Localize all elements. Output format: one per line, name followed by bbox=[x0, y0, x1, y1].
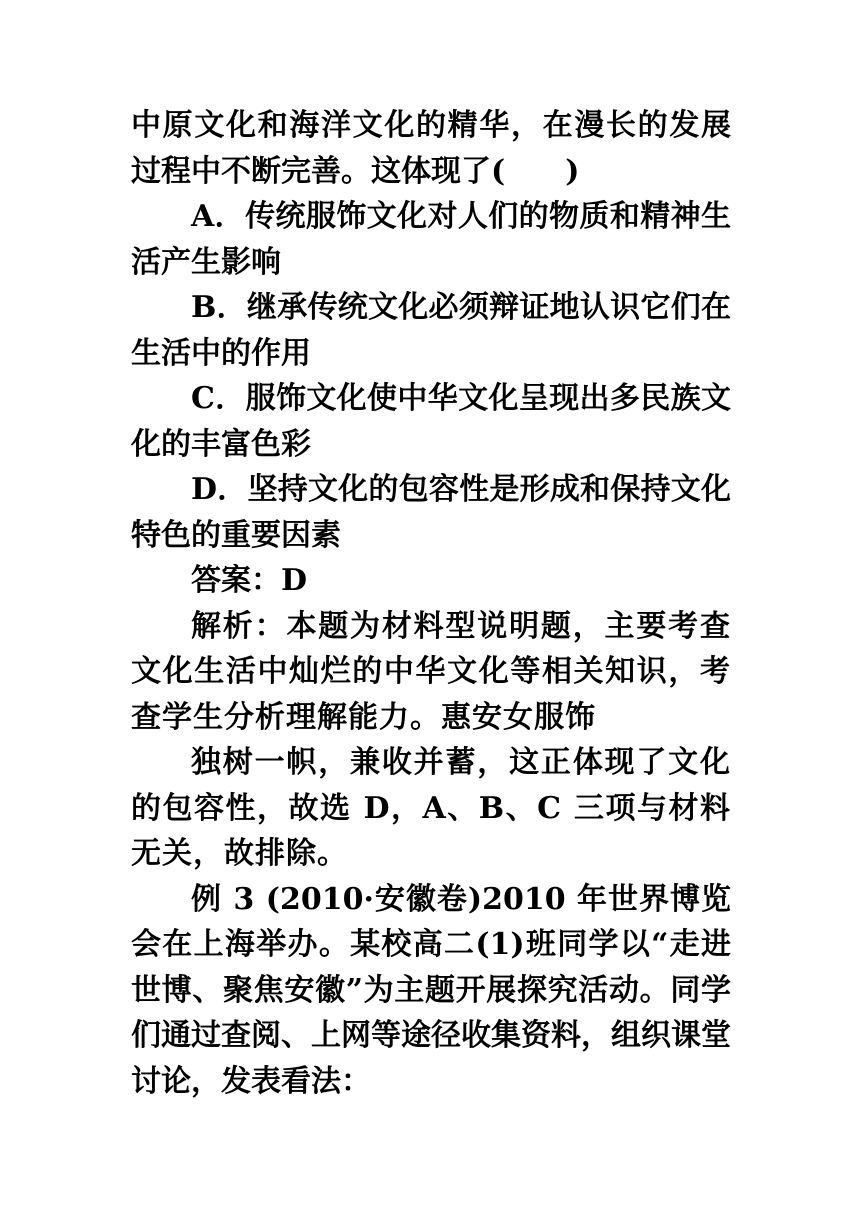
option-d-letter: D． bbox=[191, 472, 248, 507]
question-stem-line-2: 过程中不断完善。这体现了( ) bbox=[131, 153, 580, 189]
analysis-label: 解析： bbox=[191, 608, 287, 644]
answer-label: 答案： bbox=[191, 563, 281, 598]
option-d bbox=[131, 467, 731, 558]
option-b-text: 继承传统文化必须辩证地认识它们在生活中的作用 bbox=[131, 290, 732, 371]
option-a bbox=[131, 194, 731, 285]
example-text: (2010·安徽卷)2010 年世界博览会在上海举办。某校高二(1)班同学以“走进世博、聚焦安徽”为主题开展探究活动。同学们通过查阅、上网等途径收集资料，组织课堂讨论，发表看法： bbox=[131, 881, 731, 1099]
document-body bbox=[131, 103, 731, 1104]
option-b-letter: B． bbox=[191, 290, 247, 325]
answer-value: D bbox=[281, 563, 308, 598]
analysis-text-1: 本题为材料型说明题，主要考查文化生活中灿烂的中华文化等相关知识，考查学生分析理解能力。惠安女服饰 bbox=[131, 608, 731, 735]
answer-line bbox=[131, 558, 731, 604]
question-stem-line-1: 中原文化和海洋文化的精华，在漫长的发展 bbox=[131, 108, 731, 143]
option-c-text: 服饰文化使中华文化呈现出多民族文化的丰富色彩 bbox=[131, 381, 731, 462]
analysis-paragraph-1 bbox=[131, 604, 731, 741]
analysis-paragraph-2: 独树一帜，兼收并蓄，这正体现了文化的包容性，故选 D，A、B、C 三项与材料无关，故排除。 bbox=[131, 745, 731, 871]
option-a-text: 传统服饰文化对人们的物质和精神生活产生影响 bbox=[131, 199, 732, 280]
option-a-letter: A． bbox=[191, 199, 246, 234]
option-c bbox=[131, 376, 731, 467]
example-paragraph bbox=[131, 877, 731, 1105]
example-label: 例 3 bbox=[191, 881, 255, 917]
option-b bbox=[131, 285, 731, 376]
option-d-text: 坚持文化的包容性是形成和保持文化特色的重要因素 bbox=[131, 472, 731, 553]
option-c-letter: C． bbox=[191, 381, 246, 416]
